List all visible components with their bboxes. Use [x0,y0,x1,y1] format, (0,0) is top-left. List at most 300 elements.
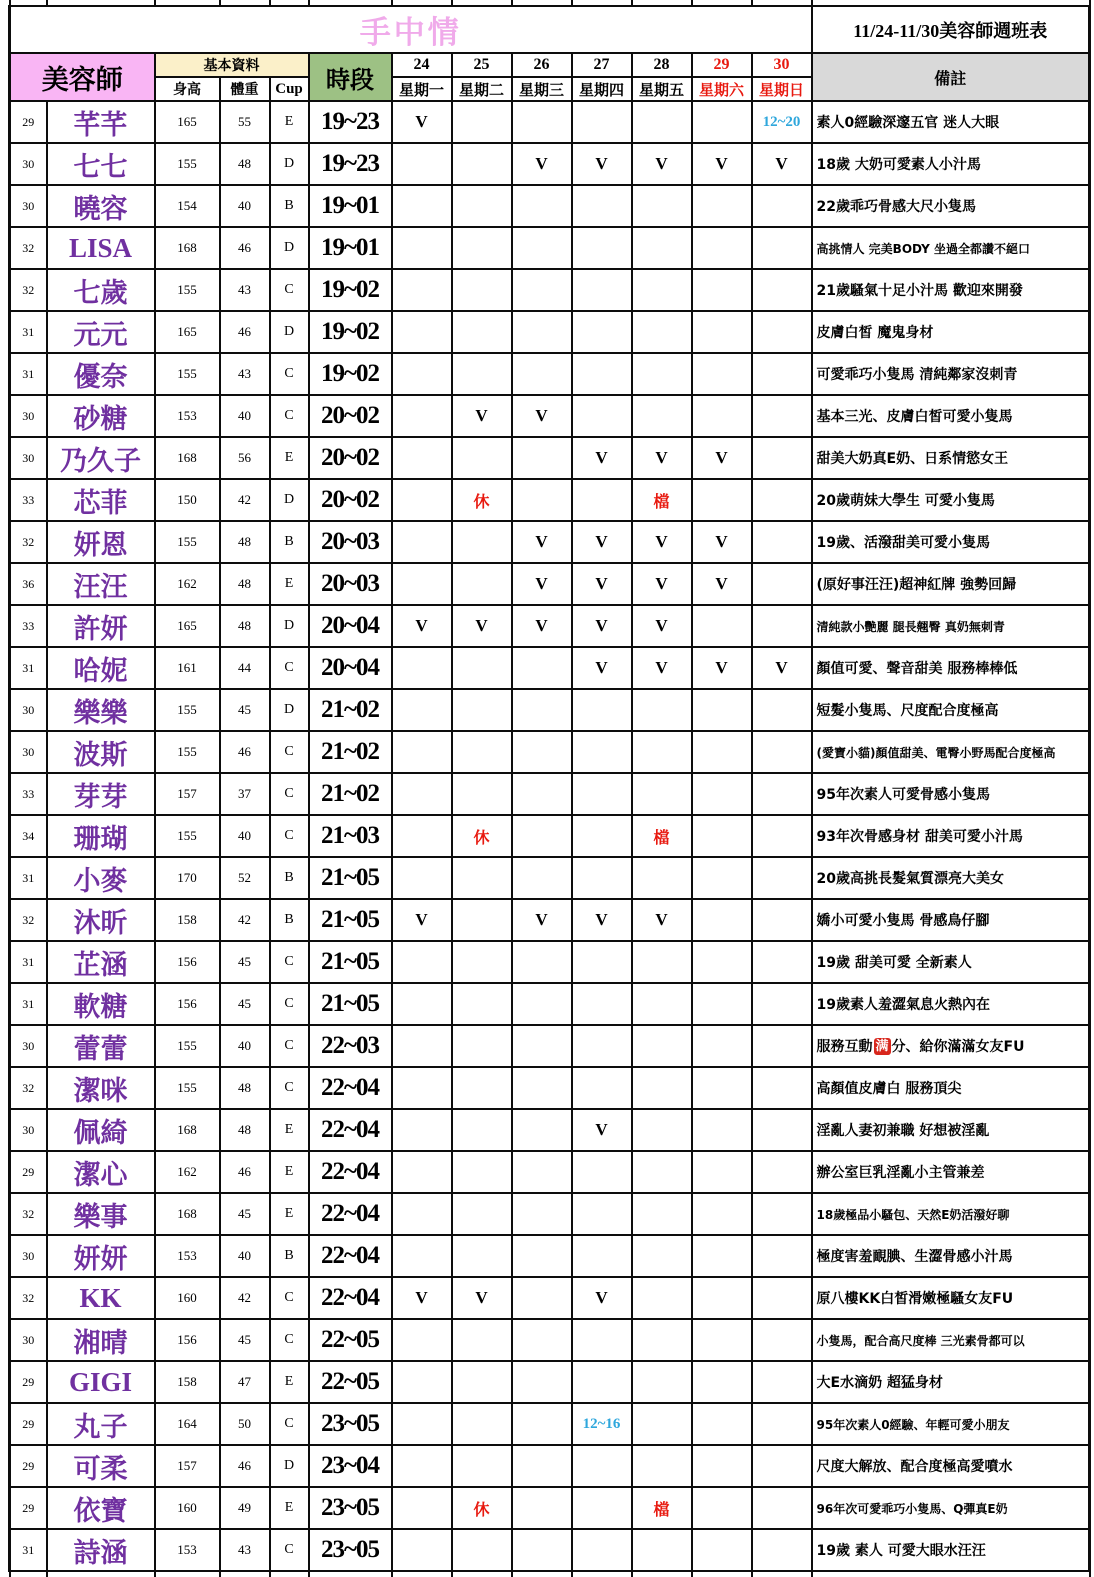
staff-name-cell: 丸子 [47,1403,155,1445]
day-cell-30 [752,815,812,857]
note-cell: 高挑情人 完美BODY 坐過全都讚不絕口 [812,227,1090,269]
day-cell-24 [392,479,452,521]
day-cell-27 [572,1361,632,1403]
day-cell-27: V [572,605,632,647]
day-cell-24 [392,1487,452,1529]
day-cell-27 [572,311,632,353]
time-slot-cell: 21~05 [309,857,392,899]
day-cell-30 [752,1193,812,1235]
day-cell-28: 檔 [632,479,692,521]
height-cell: 170 [155,857,220,899]
day-cell-25 [452,1445,512,1487]
day-cell-30 [752,185,812,227]
staff-row [10,1487,1090,1529]
time-slot-cell: 22~04 [309,1067,392,1109]
cropped-cell [572,1571,632,1577]
height-cell: 153 [155,1529,220,1571]
weight-cell: 42 [220,479,270,521]
staff-row [10,101,1090,143]
day-cell-30 [752,1361,812,1403]
day-cell-25 [452,647,512,689]
height-cell: 158 [155,1361,220,1403]
day-cell-24 [392,773,452,815]
time-slot-cell: 19~23 [309,143,392,185]
staff-row [10,269,1090,311]
day-cell-27 [572,101,632,143]
cup-cell: C [270,1025,309,1067]
day-weekday-header-26: 星期三 [512,77,572,101]
height-cell: 161 [155,647,220,689]
height-cell: 165 [155,101,220,143]
weight-cell: 43 [220,353,270,395]
age-cell: 32 [10,1277,47,1319]
weight-cell: 50 [220,1403,270,1445]
day-cell-27: V [572,1109,632,1151]
day-cell-24: V [392,1277,452,1319]
staff-row [10,1277,1090,1319]
day-cell-28 [632,1151,692,1193]
time-slot-cell: 21~05 [309,983,392,1025]
height-cell: 155 [155,689,220,731]
height-cell: 155 [155,731,220,773]
height-cell: 153 [155,395,220,437]
age-cell: 30 [10,143,47,185]
day-cell-28 [632,311,692,353]
weight-cell: 52 [220,857,270,899]
cup-cell: B [270,185,309,227]
staff-name-cell: 芽芽 [47,773,155,815]
weight-cell: 42 [220,1277,270,1319]
day-cell-26: V [512,899,572,941]
day-cell-25 [452,1025,512,1067]
day-date-header-30: 30 [752,53,812,77]
day-cell-29 [692,1403,752,1445]
day-cell-24 [392,1235,452,1277]
day-cell-24 [392,815,452,857]
weight-cell: 43 [220,269,270,311]
day-cell-29 [692,941,752,983]
note-cell: 辦公室巨乳淫亂小主管兼差 [812,1151,1090,1193]
day-cell-29 [692,1109,752,1151]
weight-cell: 46 [220,731,270,773]
day-cell-24 [392,689,452,731]
cup-cell: C [270,395,309,437]
day-cell-29: V [692,143,752,185]
day-cell-27 [572,185,632,227]
height-cell: 155 [155,815,220,857]
weight-cell: 45 [220,1193,270,1235]
day-cell-29 [692,185,752,227]
note-cell: 19歲、活潑甜美可愛小隻馬 [812,521,1090,563]
time-slot-cell: 21~02 [309,689,392,731]
cup-cell: C [270,353,309,395]
time-slot-cell: 21~02 [309,731,392,773]
time-slot-cell: 22~04 [309,1109,392,1151]
day-cell-28 [632,353,692,395]
height-cell: 164 [155,1403,220,1445]
day-cell-28 [632,689,692,731]
weight-cell: 43 [220,1529,270,1571]
day-cell-28 [632,269,692,311]
cropped-cell [392,1571,452,1577]
note-cell: 22歲乖巧骨感大尺小隻馬 [812,185,1090,227]
staff-name-cell: 妍妍 [47,1235,155,1277]
day-cell-26 [512,311,572,353]
day-cell-27 [572,1235,632,1277]
cropped-cell [812,1571,1090,1577]
age-cell: 32 [10,1193,47,1235]
day-cell-26 [512,689,572,731]
age-cell: 30 [10,1025,47,1067]
day-cell-25: 休 [452,479,512,521]
day-cell-27 [572,1193,632,1235]
cropped-cell [452,1571,512,1577]
weight-cell: 48 [220,143,270,185]
staff-row [10,1235,1090,1277]
weight-cell: 55 [220,101,270,143]
staff-name-cell: 七七 [47,143,155,185]
note-cell: 大E水滴奶 超猛身材 [812,1361,1090,1403]
height-cell: 155 [155,1025,220,1067]
height-cell: 160 [155,1277,220,1319]
time-slot-cell: 19~02 [309,311,392,353]
time-slot-cell: 19~01 [309,227,392,269]
cropped-cell [10,1571,47,1577]
weight-cell: 40 [220,1235,270,1277]
day-cell-29 [692,479,752,521]
staff-row [10,1403,1090,1445]
day-cell-27: V [572,1277,632,1319]
day-cell-30 [752,941,812,983]
day-cell-25 [452,563,512,605]
time-slot-cell: 23~05 [309,1403,392,1445]
age-cell: 33 [10,479,47,521]
age-cell: 29 [10,101,47,143]
age-cell: 31 [10,353,47,395]
height-cell: 157 [155,773,220,815]
day-cell-29 [692,269,752,311]
day-cell-30 [752,605,812,647]
cropped-cell [155,1571,220,1577]
time-slot-cell: 20~02 [309,437,392,479]
staff-name-cell: 芯菲 [47,479,155,521]
day-cell-29 [692,773,752,815]
day-cell-30 [752,395,812,437]
height-cell: 155 [155,1067,220,1109]
day-cell-29 [692,1361,752,1403]
time-slot-cell: 23~05 [309,1529,392,1571]
day-cell-26 [512,1067,572,1109]
day-cell-26 [512,269,572,311]
day-weekday-header-24: 星期一 [392,77,452,101]
week-range-label: 11/24-11/30美容師週班表 [853,20,1048,41]
day-cell-27 [572,269,632,311]
staff-row [10,185,1090,227]
day-cell-30 [752,1025,812,1067]
day-cell-29 [692,731,752,773]
staff-name-cell: 樂事 [47,1193,155,1235]
age-cell: 34 [10,815,47,857]
day-date-header-24: 24 [392,53,452,77]
cropped-cell [309,1571,392,1577]
note-cell: 19歲 甜美可愛 全新素人 [812,941,1090,983]
day-cell-25 [452,1361,512,1403]
height-cell: 153 [155,1235,220,1277]
day-cell-25 [452,521,512,563]
age-cell: 29 [10,1487,47,1529]
staff-name-cell: 乃久子 [47,437,155,479]
note-cell: 95年次素人可愛骨感小隻馬 [812,773,1090,815]
day-cell-29 [692,1445,752,1487]
day-cell-28 [632,395,692,437]
height-cell: 168 [155,437,220,479]
day-cell-30 [752,1067,812,1109]
day-cell-28: V [632,647,692,689]
day-cell-29 [692,1193,752,1235]
column-header-time-slot: 時段 [309,53,392,101]
staff-name-cell: 七歲 [47,269,155,311]
day-cell-26 [512,1235,572,1277]
time-slot-cell: 20~04 [309,647,392,689]
day-cell-29 [692,815,752,857]
cropped-cell [47,1571,155,1577]
day-cell-28 [632,941,692,983]
day-cell-24 [392,437,452,479]
day-cell-27 [572,1487,632,1529]
cup-cell: C [270,1403,309,1445]
day-cell-26 [512,101,572,143]
cup-cell: D [270,479,309,521]
cup-cell: E [270,1193,309,1235]
day-cell-25 [452,269,512,311]
day-cell-25 [452,353,512,395]
full-mark-badge-icon: 满 [875,1039,889,1054]
day-cell-30 [752,1403,812,1445]
day-cell-30 [752,521,812,563]
time-slot-cell: 22~04 [309,1151,392,1193]
time-slot-cell: 21~03 [309,815,392,857]
staff-name-cell: 砂糖 [47,395,155,437]
day-cell-26 [512,647,572,689]
age-cell: 29 [10,1151,47,1193]
day-cell-28: V [632,899,692,941]
day-cell-25 [452,773,512,815]
day-cell-24 [392,983,452,1025]
cup-cell: E [270,437,309,479]
age-cell: 31 [10,857,47,899]
cup-cell: C [270,773,309,815]
weight-cell: 46 [220,1445,270,1487]
note-cell: 原八樓KK白皙滑嫩極騷女友FU [812,1277,1090,1319]
age-cell: 29 [10,1445,47,1487]
cropped-cell [632,1571,692,1577]
cup-cell: D [270,689,309,731]
age-cell: 30 [10,395,47,437]
staff-name-cell: 優奈 [47,353,155,395]
day-cell-27 [572,1151,632,1193]
note-cell: 19歲素人羞澀氣息火熱內在 [812,983,1090,1025]
time-slot-cell: 23~04 [309,1445,392,1487]
header-row-dates [10,53,1090,77]
weight-cell: 40 [220,185,270,227]
staff-name-cell: LISA [47,227,155,269]
cup-cell: C [270,941,309,983]
staff-row [10,1151,1090,1193]
age-cell: 31 [10,647,47,689]
day-date-header-28: 28 [632,53,692,77]
day-cell-29 [692,311,752,353]
day-cell-24 [392,227,452,269]
height-cell: 156 [155,941,220,983]
age-cell: 31 [10,1529,47,1571]
cup-cell: D [270,605,309,647]
day-cell-28 [632,983,692,1025]
staff-name-cell: 潔心 [47,1151,155,1193]
day-cell-28 [632,1361,692,1403]
time-slot-cell: 19~01 [309,185,392,227]
day-cell-27 [572,1529,632,1571]
day-cell-25 [452,143,512,185]
day-cell-27: V [572,899,632,941]
time-slot-cell: 22~03 [309,1025,392,1067]
day-cell-24 [392,395,452,437]
day-cell-28: V [632,143,692,185]
day-cell-27: V [572,563,632,605]
staff-row [10,143,1090,185]
day-cell-25: V [452,1277,512,1319]
day-cell-27: V [572,143,632,185]
day-cell-26: V [512,395,572,437]
staff-row [10,1193,1090,1235]
day-cell-26 [512,983,572,1025]
day-cell-26: V [512,605,572,647]
age-cell: 32 [10,1067,47,1109]
day-cell-28: V [632,437,692,479]
day-cell-24: V [392,605,452,647]
staff-name-cell: 詩涵 [47,1529,155,1571]
day-cell-29: V [692,563,752,605]
day-weekday-header-27: 星期四 [572,77,632,101]
day-cell-27: V [572,647,632,689]
time-slot-cell: 19~02 [309,353,392,395]
staff-row [10,1109,1090,1151]
day-cell-28 [632,1193,692,1235]
day-cell-29: V [692,521,752,563]
day-cell-30 [752,479,812,521]
day-cell-29 [692,1487,752,1529]
note-cell: 可愛乖巧小隻馬 清純鄰家沒刺青 [812,353,1090,395]
day-cell-27 [572,857,632,899]
day-cell-29 [692,1067,752,1109]
day-cell-29 [692,1277,752,1319]
day-cell-30 [752,1109,812,1151]
staff-name-cell: 妍恩 [47,521,155,563]
note-cell: 皮膚白皙 魔鬼身材 [812,311,1090,353]
cropped-cell [512,1571,572,1577]
day-cell-24 [392,185,452,227]
weight-cell: 45 [220,689,270,731]
time-slot-cell: 20~02 [309,479,392,521]
day-cell-27 [572,1025,632,1067]
weight-cell: 45 [220,1319,270,1361]
day-cell-29 [692,353,752,395]
day-cell-25 [452,899,512,941]
weight-cell: 48 [220,1109,270,1151]
day-cell-28: 檔 [632,815,692,857]
day-cell-27 [572,1067,632,1109]
time-slot-cell: 22~04 [309,1235,392,1277]
staff-name-cell: 珊瑚 [47,815,155,857]
day-cell-27 [572,227,632,269]
height-cell: 150 [155,479,220,521]
cup-cell: E [270,563,309,605]
staff-name-cell: KK [47,1277,155,1319]
staff-row [10,1319,1090,1361]
day-cell-28: V [632,563,692,605]
staff-row [10,815,1090,857]
age-cell: 30 [10,437,47,479]
day-cell-28 [632,1529,692,1571]
cup-cell: E [270,1361,309,1403]
day-cell-28 [632,1445,692,1487]
note-cell: 19歲 素人 可愛大眼水汪汪 [812,1529,1090,1571]
day-weekday-header-25: 星期二 [452,77,512,101]
staff-row [10,1067,1090,1109]
day-date-header-25: 25 [452,53,512,77]
day-cell-29 [692,395,752,437]
day-cell-29 [692,857,752,899]
weight-cell: 40 [220,395,270,437]
note-cell [812,1025,1090,1067]
day-cell-27 [572,689,632,731]
day-cell-27 [572,941,632,983]
day-cell-27 [572,479,632,521]
day-cell-29 [692,899,752,941]
time-slot-cell: 19~02 [309,269,392,311]
day-cell-25 [452,1109,512,1151]
day-date-header-29: 29 [692,53,752,77]
weight-cell: 48 [220,1067,270,1109]
day-cell-24 [392,1529,452,1571]
day-cell-24 [392,143,452,185]
day-cell-25 [452,437,512,479]
height-cell: 158 [155,899,220,941]
day-cell-26: V [512,521,572,563]
day-cell-24 [392,311,452,353]
day-cell-28: 檔 [632,1487,692,1529]
cup-cell: B [270,899,309,941]
day-cell-26 [512,815,572,857]
day-cell-24 [392,731,452,773]
day-cell-29 [692,101,752,143]
height-cell: 155 [155,353,220,395]
cup-cell: E [270,1109,309,1151]
weight-cell: 48 [220,521,270,563]
day-cell-27 [572,353,632,395]
day-cell-24: V [392,899,452,941]
staff-name-cell: 可柔 [47,1445,155,1487]
staff-name-cell: 波斯 [47,731,155,773]
cup-cell: C [270,647,309,689]
staff-row [10,353,1090,395]
day-cell-28 [632,1235,692,1277]
day-cell-26 [512,1151,572,1193]
age-cell: 30 [10,1319,47,1361]
cup-cell: E [270,1487,309,1529]
day-cell-24 [392,941,452,983]
day-cell-30: V [752,143,812,185]
age-cell: 31 [10,983,47,1025]
